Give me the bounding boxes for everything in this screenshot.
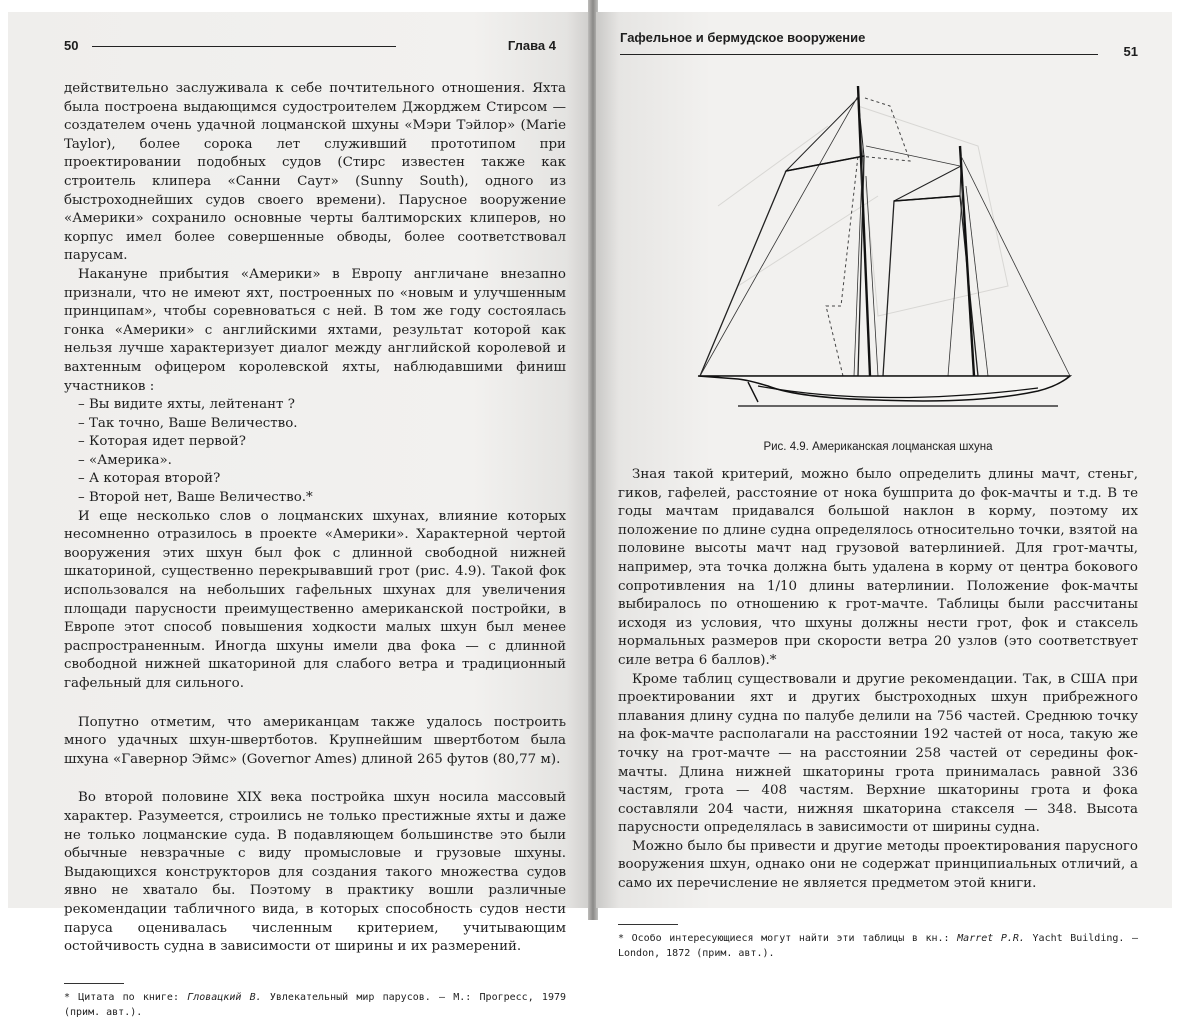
paragraph: Накануне прибытия «Америки» в Европу англичане внезапно признали, что не имеют яхт, построенных по «новым и улучшенным принципам», чтобы соревноваться с ней. В том же году состоялась гонка «Америки» с английскими яхтами, результат которой как нельзя лучше характеризует диалог между английской королевой и вахтенным офицером королевской яхты, наблюдавшими финиш участников : (64, 266, 566, 394)
paragraph: Зная такой критерий, можно было определить длины мачт, стеньг, гиков, гафелей, расстояние от нока бушприта до фок-мачты и т.д. В те годы мачтам придавался большой наклон в корму, поэтому их положение по длине судна определялось относительно точки, взятой на половине высоты мачт над грузовой ватерлинией. Для грот-мачты, например, эта точка должна быть удалена в корму от центра бокового сопротивления на 1/10 длины ватерлинии. Положение фок-мачты выбиралось по отношению к грот-мачте. Таблицы были рассчитаны исходя из условия, что шхуны должны нести грот, фок и стаксель нормальных размеров при скорости ветра 20 узлов (это соответствует силе ветра 6 баллов).* (618, 467, 1138, 668)
paragraph: – Вы видите яхты, лейтенант ? (78, 397, 295, 413)
figure-caption: Рис. 4.9. Американская лоцманская шхуна (763, 441, 993, 453)
left-page (8, 12, 590, 1018)
right-body-text (618, 466, 1138, 894)
left-footnote-author: Гловацкий В. (187, 991, 262, 1003)
paragraph: – А которая второй? (78, 471, 221, 487)
left-body-text (64, 80, 566, 957)
paragraph: – Второй нет, Ваше Величество.* (78, 490, 313, 506)
right-running-head (618, 30, 1138, 59)
right-footnote-author: Marret P.R. (957, 932, 1025, 944)
paragraph: – «Америка». (78, 452, 172, 468)
fore-topsail (786, 98, 864, 171)
paragraph: действительно заслуживала к себе почтительного отношения. Яхта была построена выдающимся судостроителем Джорджем Стирсом — создателем очень удачной лоцманской шхуны «Мэри Тэйлор» (Marie Taylor), более сорока лет служивший прототипом при проектировании подобных судов (Стирс известен также как строитель клипера «Санни Саут» (Sunny South), одного из быстроходнейших судов своего времени). Парусное вооружение «Америки» сохранило основные черты балтиморских клиперов, но корпус имел более совершенные обводы, более соответствовал парусам. (64, 81, 566, 264)
mainmast (960, 146, 974, 376)
schooner-drawing (678, 86, 1078, 432)
left-footnote-rule (64, 983, 124, 984)
paragraph: Во второй половине XIX века постройка шхун носила массовый характер. Разумеется, строились не только престижные яхты и даже не только лоцманские суда. В подавляющем большинстве это были обычные невзрачные с виду промысловые и грузовые шхуны. Выдающихся конструкторов для создания такого множества судов явно не хватало бы. Поэтому в практику вошли различные рекомендации табличного вида, в которых способность судов нести паруса оценивалась численным критерием, учитывающим остойчивость судна в зависимости от ширины и их размерений. (64, 790, 566, 955)
left-head-rule (92, 46, 396, 47)
foresail (700, 156, 864, 376)
paragraph: Можно было бы привести и другие методы проектирования парусного вооружения шхун, однако они не содержат принципиальных отличий, а само их перечисление не является предметом этой книги. (618, 838, 1138, 892)
figure-4-9 (618, 86, 1138, 453)
section-title: Гафельное и бермудское вооружение (620, 30, 866, 45)
paragraph: И еще несколько слов о лоцманских шхунах, влияние которых несомненно отразилось в проекте «Америки». Характерной чертой вооружения этих шхун был фок с длинной свободной нижней шкаториной, существенно перекрывавший грот (рис. 4.9). Такой фок использовался на небольших гафельных шхунах для увеличения площади парусности преимущественно американской постройки, в Европе этот способ повышения ходкости малых шхун был менее распространенным. Иногда шхуны имели два фока — с длинной свободной нижней шкаториной для слабого ветра и традиционный гафельный для сильного. (64, 508, 566, 691)
left-footnote: * Цитата по книге: Гловацкий В. Увлекательный мир парусов. — М.: Прогресс, 1979 (прим. авт.). (64, 991, 567, 1018)
right-page (596, 12, 1172, 959)
paragraph: – Так точно, Ваше Величество. (78, 415, 298, 431)
left-running-head (64, 34, 566, 56)
right-footnote-rule (618, 924, 678, 925)
left-page-number: 50 (64, 38, 79, 53)
right-head-rule (620, 54, 1098, 55)
paragraph: Кроме таблиц существовали и другие рекомендации. Так, в США при проектировании яхт и других быстроходных шхун прибрежного плавания длину судна по палубе делили на 756 частей. Среднюю точку на фок-мачте располагали на расстоянии 192 частей от носа, такую же точку на грот-мачте — на расстоянии 258 частей от середины фок-мачты. Длина нижней шкаторины грота принималась равной 336 частям, грота — 408 частям. Верхние шкаторины грота и фока составляли 204 части, нижняя шкаторина стакселя — 348. Высота парусности определялась в зависимости от ширины судна. (618, 671, 1138, 836)
right-page-number: 51 (1123, 44, 1138, 59)
chapter-title: Глава 4 (507, 38, 556, 53)
right-footnote: * Особо интересующиеся могут найти эти таблицы в кн.: Marret P.R. Yacht Building. — London, 1872 (прим. авт.). (618, 932, 1139, 959)
paragraph: Попутно отметим, что американцам также удалось построить много удачных шхун-швертботов. Крупнейшим швертботом была шхуна «Гавернор Эймс» (Governor Ames) длиной 265 футов (80,77 м). (64, 714, 566, 767)
main-topsail (894, 166, 961, 201)
paragraph: – Которая идет первой? (78, 434, 246, 450)
